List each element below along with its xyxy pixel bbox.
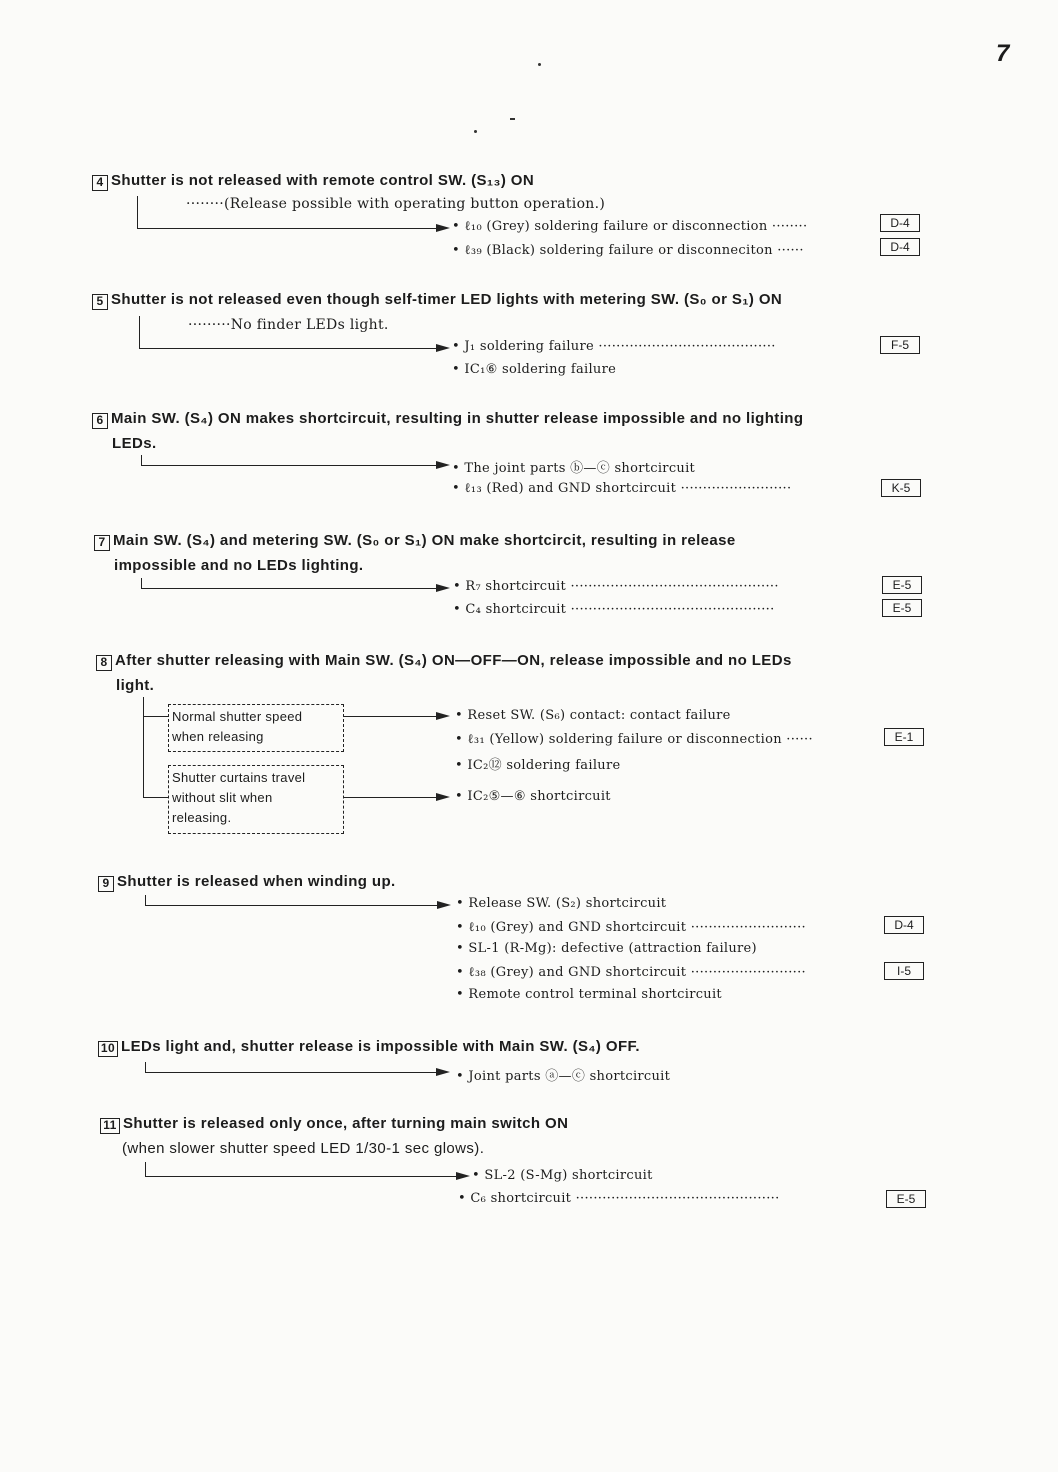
cause-item: • IC₁⑥ soldering failure [452,362,617,377]
section-number: 7 [94,535,110,551]
connector-line [143,797,169,798]
condition-text: when releasing [172,729,264,744]
speck [510,118,515,120]
ref-code: E-5 [882,599,922,617]
ref-code: E-5 [886,1190,926,1208]
arrow-icon [436,584,450,592]
section-number: 4 [92,175,108,191]
section-5-title: 5 Shutter is not released even though self-timer LED lights with metering SW. (S₀ or S₁) ON [92,291,782,310]
section-11-title-cont: (when slower shutter speed LED 1/30-1 sec glows). [122,1140,485,1157]
section-7-title: 7 Main SW. (S₄) and metering SW. (S₀ or S₁) ON make shortcircit, resulting in release [94,532,736,551]
connector-line [137,196,138,229]
cause-item: • Reset SW. (S₆) contact: contact failure [455,708,731,723]
connector-line [141,465,437,466]
section-8-title-cont: light. [116,677,155,694]
arrow-icon [436,1068,450,1076]
section-6-title: 6 Main SW. (S₄) ON makes shortcircuit, resulting in shutter release impossible and no lighting [92,410,803,429]
condition-text: releasing. [172,810,232,825]
section-8-title: 8 After shutter releasing with Main SW. (S₄) ON—OFF—ON, release impossible and no LEDs [96,652,792,671]
cause-item: • SL-2 (S-Mg) shortcircuit [472,1168,653,1183]
ref-code: I-5 [884,962,924,980]
cause-item: • ℓ₃₁ (Yellow) soldering failure or disconnection ······ [455,732,813,747]
section-6-title-cont: LEDs. [112,435,157,452]
cause-item: • Remote control terminal shortcircuit [456,987,722,1002]
ref-code: E-1 [884,728,924,746]
ref-code: F-5 [880,336,920,354]
cause-item: • IC₂⑫ soldering failure [455,758,621,773]
section-number: 6 [92,413,108,429]
connector-line [139,316,140,349]
cause-item: • Joint parts ⓐ—ⓒ shortcircuit [456,1069,671,1084]
connector-line [143,716,169,717]
section-number: 10 [98,1041,118,1057]
section-number: 9 [98,876,114,892]
section-9-title: 9 Shutter is released when winding up. [98,873,396,892]
condition-box [168,704,344,752]
cause-item: • The joint parts ⓑ—ⓒ shortcircuit [452,461,696,476]
connector-line [137,228,437,229]
section-10-title: 10 LEDs light and, shutter release is impossible with Main SW. (S₄) OFF. [98,1038,640,1057]
ref-code: K-5 [881,479,921,497]
condition-text: without slit when [172,790,273,805]
cause-item: • IC₂⑤—⑥ shortcircuit [455,789,611,804]
cause-item: • R₇ shortcircuit ··············································· [453,579,779,594]
cause-item: • Release SW. (S₂) shortcircuit [456,896,667,911]
condition-text: Normal shutter speed [172,709,303,724]
connector-line [145,1162,146,1177]
ref-code: E-5 [882,576,922,594]
speck [538,63,541,66]
cause-item: • J₁ soldering failure ········································ [452,339,776,354]
ref-code: D-4 [880,238,920,256]
connector-line [139,348,437,349]
connector-line [145,1176,458,1177]
connector-line [141,588,437,589]
arrow-icon [436,793,450,801]
page-number: 7 [996,40,1010,67]
speck [474,130,477,133]
cause-item: • SL-1 (R-Mg): defective (attraction failure) [456,941,757,956]
cause-item: • C₆ shortcircuit ·············································· [458,1191,780,1206]
cause-item: • ℓ₃₈ (Grey) and GND shortcircuit ·························· [456,965,806,980]
cause-item: • ℓ₁₀ (Grey) soldering failure or disconnection ········ [452,219,808,234]
section-11-title: 11 Shutter is released only once, after turning main switch ON [100,1115,568,1134]
connector-line [145,905,438,906]
cause-item: • C₄ shortcircuit ·············································· [453,602,775,617]
ref-code: D-4 [884,916,924,934]
arrow-icon [436,344,450,352]
cause-item: • ℓ₁₀ (Grey) and GND shortcircuit ·························· [456,920,806,935]
arrow-icon [456,1172,470,1180]
connector-line [145,1072,437,1073]
condition-text: Shutter curtains travel [172,770,306,785]
cause-item: • ℓ₁₃ (Red) and GND shortcircuit ························· [452,481,792,496]
section-4-note: ········(Release possible with operating button operation.) [186,196,606,212]
section-number: 5 [92,294,108,310]
section-7-title-cont: impossible and no LEDs lighting. [114,557,364,574]
connector-line [343,797,437,798]
arrow-icon [436,461,450,469]
section-number: 8 [96,655,112,671]
ref-code: D-4 [880,214,920,232]
cause-item: • ℓ₃₉ (Black) soldering failure or disconneciton ······ [452,243,804,258]
condition-box [168,765,344,834]
section-4-title: 4 Shutter is not released with remote control SW. (S₁₃) ON [92,172,534,191]
arrow-icon [436,712,450,720]
connector-line [343,716,437,717]
arrow-icon [436,224,450,232]
section-number: 11 [100,1118,120,1134]
connector-line [143,697,144,798]
section-5-note: ·········No finder LEDs light. [188,317,389,333]
arrow-icon [437,901,451,909]
